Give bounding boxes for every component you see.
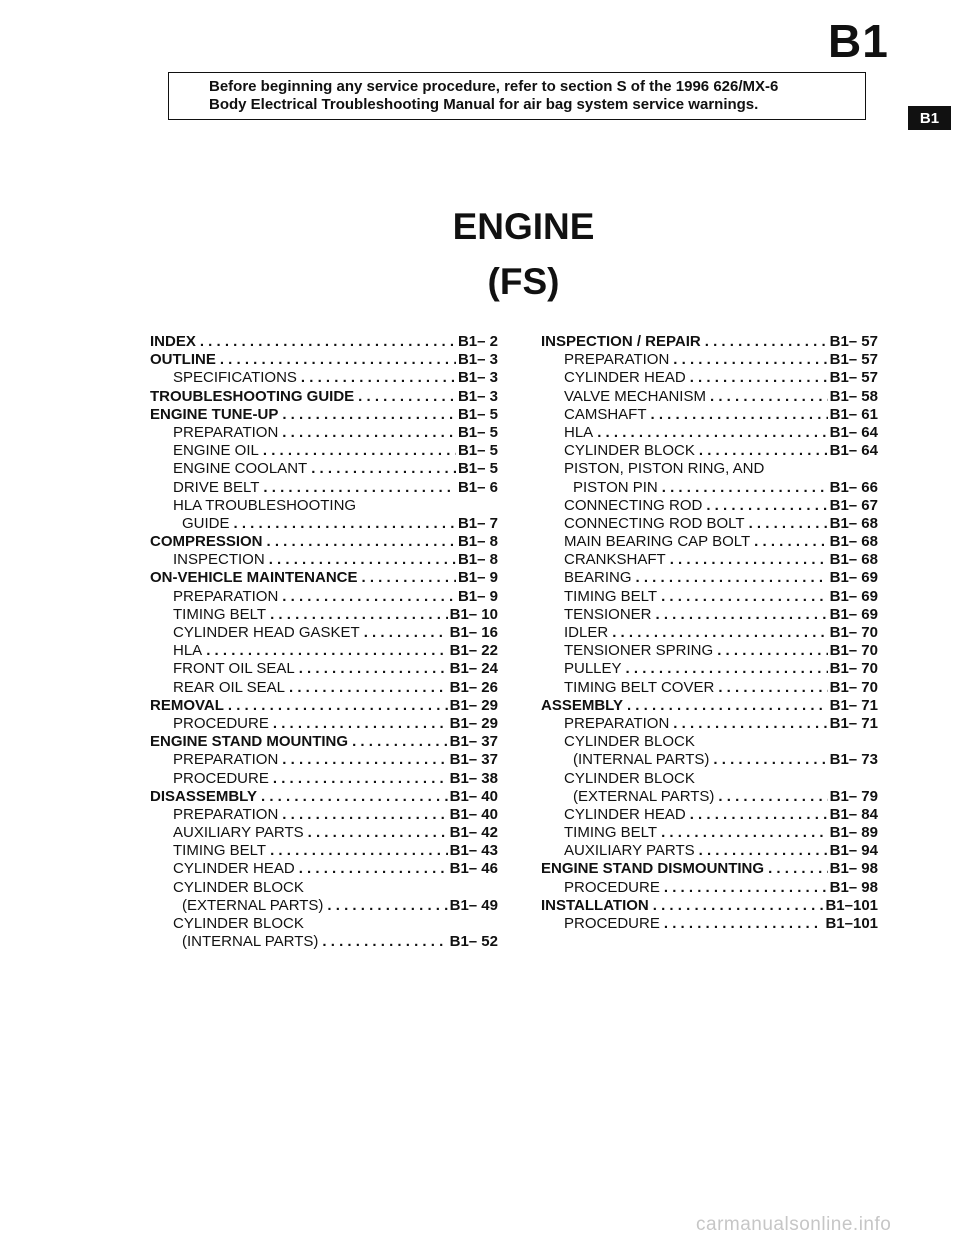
toc-entry-label: CAMSHAFT — [564, 405, 647, 423]
toc-dot-leader — [289, 679, 448, 697]
toc-dot-leader — [282, 424, 456, 442]
toc-entry-label: INDEX — [150, 333, 196, 350]
toc-entry-label: HLA TROUBLESHOOTING — [173, 496, 357, 514]
toc-right-column — [541, 333, 878, 933]
toc-dot-leader — [364, 624, 448, 642]
section-side-tab[interactable]: B1 — [908, 106, 951, 130]
toc-entry-label: TIMING BELT COVER — [564, 678, 715, 696]
toc-entry[interactable] — [150, 406, 498, 424]
toc-entry-page: B1– 26 — [449, 678, 498, 696]
toc-entry-label: HLA — [564, 423, 594, 441]
toc-dot-leader — [699, 842, 828, 860]
toc-entry-label: ENGINE STAND MOUNTING — [150, 733, 349, 751]
toc-dot-leader — [653, 897, 824, 915]
toc-entry-label: AUXILIARY PARTS — [173, 824, 304, 842]
toc-entry-page: B1– 43 — [449, 842, 498, 860]
toc-entry-label: PREPARATION — [173, 423, 279, 441]
toc-entry-label: GUIDE — [182, 514, 230, 532]
toc-entry[interactable] — [150, 770, 498, 788]
toc-entry[interactable] — [541, 788, 878, 806]
toc-dot-leader — [768, 860, 828, 878]
toc-entry-page: B1– 67 — [829, 496, 878, 514]
toc-dot-leader — [626, 660, 828, 678]
toc-dot-leader — [308, 824, 448, 842]
toc-entry-label: OUTLINE — [150, 351, 216, 369]
toc-entry-page: B1– 40 — [449, 805, 498, 823]
toc-dot-leader — [200, 333, 456, 351]
toc-entry-label: FRONT OIL SEAL — [173, 660, 295, 678]
toc-dot-leader — [664, 879, 828, 897]
toc-entry[interactable] — [150, 788, 498, 806]
toc-entry-page: B1– 69 — [829, 587, 878, 605]
toc-dot-leader — [656, 606, 828, 624]
toc-entry-label: TIMING BELT — [564, 587, 658, 605]
toc-entry-label: TIMING BELT — [173, 842, 267, 860]
toc-entry-page: B1– 57 — [829, 351, 878, 369]
toc-entry[interactable] — [541, 915, 878, 933]
toc-entry[interactable] — [541, 588, 878, 606]
toc-entry-page: B1– 98 — [829, 878, 878, 896]
toc-entry-label: CRANKSHAFT — [564, 551, 666, 569]
toc-entry-label: BEARING — [564, 569, 632, 587]
toc-entry-label: PREPARATION — [173, 751, 279, 769]
toc-entry-page: B1– 5 — [457, 460, 498, 478]
toc-entry-page: B1– 8 — [457, 533, 498, 551]
toc-entry[interactable] — [150, 824, 498, 842]
toc-entry-label: (EXTERNAL PARTS) — [182, 896, 324, 914]
toc-entry-label: PROCEDURE — [173, 769, 269, 787]
toc-entry[interactable] — [541, 624, 878, 642]
toc-entry[interactable] — [150, 551, 498, 569]
toc-entry[interactable] — [541, 551, 878, 569]
toc-entry-label: PREPARATION — [173, 587, 279, 605]
toc-dot-leader — [299, 660, 448, 678]
toc-entry[interactable] — [541, 642, 878, 660]
toc-dot-leader — [206, 642, 447, 660]
toc-entry-label: PULLEY — [564, 660, 622, 678]
toc-entry-label: TENSIONER SPRING — [564, 642, 714, 660]
toc-entry-label: ENGINE OIL — [173, 442, 259, 460]
toc-entry-page: B1– 52 — [449, 933, 498, 951]
toc-entry[interactable] — [541, 660, 878, 678]
toc-entry-page: B1– 38 — [449, 769, 498, 787]
toc-entry[interactable] — [150, 660, 498, 678]
toc-entry-page: B1– 37 — [449, 751, 498, 769]
toc-entry-label: DISASSEMBLY — [150, 787, 257, 805]
toc-entry-label: REAR OIL SEAL — [173, 678, 285, 696]
warning-line-1: Before beginning any service procedure, refer to section S of the 1996 626/MX-6 — [209, 78, 779, 95]
toc-entry-label: AUXILIARY PARTS — [564, 842, 695, 860]
toc-entry-page: B1– 3 — [457, 369, 498, 387]
toc-dot-leader — [636, 569, 828, 587]
toc-entry[interactable] — [541, 715, 878, 733]
toc-entry[interactable] — [150, 479, 498, 497]
toc-dot-leader — [627, 697, 828, 715]
toc-entry-label: PREPARATION — [564, 351, 670, 369]
toc-entry — [150, 497, 498, 515]
toc-entry[interactable] — [541, 406, 878, 424]
toc-dot-leader — [690, 806, 828, 824]
toc-entry-page: B1– 64 — [829, 423, 878, 441]
toc-entry-label: CYLINDER HEAD — [564, 805, 686, 823]
toc-entry-page: B1– 68 — [829, 551, 878, 569]
toc-entry-label: VALVE MECHANISM — [564, 387, 706, 405]
toc-entry[interactable] — [150, 933, 498, 951]
toc-entry-page: B1– 69 — [829, 605, 878, 623]
toc-dot-leader — [664, 915, 824, 933]
toc-entry-label: PISTON, PISTON RING, AND — [564, 460, 765, 478]
toc-entry[interactable] — [541, 497, 878, 515]
toc-entry-label: (EXTERNAL PARTS) — [573, 787, 715, 805]
toc-dot-leader — [651, 406, 828, 424]
toc-entry[interactable] — [150, 751, 498, 769]
toc-entry-page: B1– 69 — [829, 569, 878, 587]
toc-dot-leader — [263, 442, 456, 460]
toc-entry-page: B1–101 — [825, 896, 878, 914]
toc-entry-page: B1– 89 — [829, 824, 878, 842]
toc-entry[interactable] — [541, 806, 878, 824]
toc-dot-leader — [718, 679, 827, 697]
toc-entry[interactable] — [541, 533, 878, 551]
toc-entry-page: B1– 66 — [829, 478, 878, 496]
toc-entry-page: B1– 10 — [449, 605, 498, 623]
toc-entry-page: B1– 61 — [829, 405, 878, 423]
toc-entry-page: B1– 70 — [829, 660, 878, 678]
toc-left-column — [150, 333, 498, 951]
toc-entry-label: PISTON PIN — [573, 478, 658, 496]
toc-dot-leader — [661, 824, 828, 842]
toc-entry[interactable] — [150, 369, 498, 387]
toc-dot-leader — [228, 697, 448, 715]
toc-entry-page: B1– 5 — [457, 405, 498, 423]
toc-entry[interactable] — [150, 806, 498, 824]
toc-entry-page: B1–101 — [825, 915, 878, 932]
page-subtitle: (FS) — [487, 261, 560, 302]
toc-entry-label: INSPECTION — [173, 551, 265, 569]
toc-dot-leader — [261, 788, 448, 806]
toc-entry[interactable] — [541, 424, 878, 442]
toc-entry[interactable] — [541, 442, 878, 460]
toc-dot-leader — [362, 569, 456, 587]
toc-entry-label: REMOVAL — [150, 696, 224, 714]
toc-entry-label: INSTALLATION — [541, 896, 649, 914]
toc-entry — [541, 770, 878, 788]
toc-dot-leader — [267, 533, 456, 551]
toc-entry-page: B1– 46 — [449, 860, 498, 878]
toc-entry-page: B1– 57 — [829, 333, 878, 350]
toc-dot-leader — [612, 624, 827, 642]
toc-dot-leader — [299, 860, 448, 878]
toc-entry — [150, 915, 498, 933]
toc-dot-leader — [282, 406, 456, 424]
toc-entry[interactable] — [150, 569, 498, 587]
toc-dot-leader — [673, 351, 827, 369]
toc-entry-label: ENGINE COOLANT — [173, 460, 308, 478]
toc-entry[interactable] — [150, 642, 498, 660]
toc-entry-label: CYLINDER BLOCK — [564, 442, 695, 460]
toc-entry[interactable] — [541, 842, 878, 860]
warning-line-2: Body Electrical Troubleshooting Manual for air bag system service warnings. — [209, 96, 759, 113]
toc-entry[interactable] — [150, 424, 498, 442]
toc-entry-page: B1– 84 — [829, 805, 878, 823]
warning-box — [168, 72, 866, 120]
toc-entry-page: B1– 37 — [449, 733, 498, 751]
toc-entry-label: ENGINE TUNE-UP — [150, 405, 279, 423]
toc-dot-leader — [273, 715, 448, 733]
toc-entry[interactable] — [541, 751, 878, 769]
toc-entry[interactable] — [541, 569, 878, 587]
toc-entry[interactable] — [150, 588, 498, 606]
toc-dot-leader — [358, 388, 456, 406]
toc-dot-leader — [670, 551, 828, 569]
toc-entry-page: B1– 40 — [449, 787, 498, 805]
toc-entry-page: B1– 68 — [829, 514, 878, 532]
toc-entry-label: TENSIONER — [564, 605, 652, 623]
toc-entry[interactable] — [150, 715, 498, 733]
toc-entry[interactable] — [541, 897, 878, 915]
toc-dot-leader — [690, 369, 828, 387]
toc-entry-label: CONNECTING ROD BOLT — [564, 514, 745, 532]
toc-entry-page: B1– 5 — [457, 442, 498, 460]
toc-entry[interactable] — [150, 515, 498, 533]
toc-dot-leader — [710, 388, 828, 406]
toc-entry-page: B1– 70 — [829, 642, 878, 660]
toc-entry-label: MAIN BEARING CAP BOLT — [564, 533, 751, 551]
toc-entry-page: B1– 3 — [457, 387, 498, 405]
toc-entry[interactable] — [541, 879, 878, 897]
toc-entry-page: B1– 22 — [449, 642, 498, 660]
toc-dot-leader — [352, 733, 448, 751]
toc-entry-page: B1– 8 — [457, 551, 498, 569]
toc-dot-leader — [673, 715, 827, 733]
toc-entry[interactable] — [541, 606, 878, 624]
page-title: ENGINE — [452, 206, 595, 247]
toc-entry-label: CYLINDER BLOCK — [173, 878, 304, 896]
toc-entry-label: CYLINDER HEAD — [564, 369, 686, 387]
toc-entry-page: B1– 24 — [449, 660, 498, 678]
toc-entry-label: SPECIFICATIONS — [173, 369, 297, 387]
toc-entry[interactable] — [150, 606, 498, 624]
section-code: B1 — [828, 15, 889, 67]
toc-entry[interactable] — [150, 897, 498, 915]
toc-dot-leader — [718, 788, 827, 806]
toc-dot-leader — [717, 642, 827, 660]
toc-entry[interactable] — [150, 842, 498, 860]
toc-entry[interactable] — [150, 442, 498, 460]
toc-entry-label: CYLINDER HEAD — [173, 860, 295, 878]
toc-entry-page: B1– 71 — [829, 696, 878, 714]
toc-entry-label: TIMING BELT — [173, 605, 267, 623]
toc-entry-label: ASSEMBLY — [541, 696, 623, 714]
toc-entry-page: B1– 64 — [829, 442, 878, 460]
toc-entry-page: B1– 73 — [829, 751, 878, 769]
toc-entry[interactable] — [541, 351, 878, 369]
toc-entry-label: ON-VEHICLE MAINTENANCE — [150, 569, 358, 587]
toc-entry-page: B1– 98 — [829, 860, 878, 878]
toc-entry-label: PROCEDURE — [173, 714, 269, 732]
toc-entry-page: B1– 3 — [457, 351, 498, 369]
toc-entry-label: HLA — [173, 642, 203, 660]
toc-entry-page: B1– 9 — [457, 569, 498, 587]
toc-dot-leader — [220, 351, 456, 369]
toc-entry[interactable] — [541, 824, 878, 842]
toc-entry[interactable] — [541, 860, 878, 878]
toc-entry[interactable] — [150, 860, 498, 878]
toc-dot-leader — [270, 606, 448, 624]
toc-entry — [541, 733, 878, 751]
toc-entry-label: PREPARATION — [173, 805, 279, 823]
toc-entry-label: PREPARATION — [564, 714, 670, 732]
toc-dot-leader — [327, 897, 447, 915]
toc-entry[interactable] — [541, 697, 878, 715]
toc-entry[interactable] — [541, 369, 878, 387]
toc-entry[interactable] — [541, 515, 878, 533]
toc-entry-label: (INTERNAL PARTS) — [182, 933, 319, 951]
toc-entry-label: CYLINDER BLOCK — [173, 915, 304, 932]
toc-dot-leader — [301, 369, 456, 387]
toc-entry[interactable] — [150, 388, 498, 406]
toc-dot-leader — [661, 588, 828, 606]
toc-entry-page: B1– 29 — [449, 696, 498, 714]
toc-entry-page: B1– 6 — [457, 478, 498, 496]
toc-entry-page: B1– 70 — [829, 678, 878, 696]
toc-entry[interactable] — [541, 388, 878, 406]
toc-dot-leader — [749, 515, 828, 533]
toc-entry[interactable] — [150, 733, 498, 751]
toc-dot-leader — [597, 424, 827, 442]
toc-dot-leader — [282, 751, 447, 769]
toc-entry-page: B1– 16 — [449, 624, 498, 641]
toc-entry[interactable] — [150, 533, 498, 551]
toc-entry-page: B1– 68 — [829, 533, 878, 551]
toc-dot-leader — [270, 842, 448, 860]
toc-entry-page: B1– 2 — [457, 333, 498, 350]
toc-entry-page: B1– 58 — [829, 387, 878, 405]
toc-dot-leader — [269, 551, 456, 569]
toc-dot-leader — [234, 515, 456, 533]
toc-entry — [541, 460, 878, 478]
toc-dot-leader — [263, 479, 456, 497]
toc-entry-page: B1– 70 — [829, 624, 878, 641]
toc-entry-page: B1– 71 — [829, 714, 878, 732]
toc-entry-page: B1– 94 — [829, 842, 878, 860]
toc-entry-label: (INTERNAL PARTS) — [573, 751, 710, 769]
toc-dot-leader — [282, 588, 456, 606]
toc-entry[interactable] — [150, 460, 498, 478]
toc-entry-label: ENGINE STAND DISMOUNTING — [541, 860, 765, 878]
toc-entry-label: TROUBLESHOOTING GUIDE — [150, 387, 355, 405]
toc-entry[interactable] — [150, 351, 498, 369]
toc-entry-label: PROCEDURE — [564, 878, 660, 896]
toc-entry-page: B1– 42 — [449, 824, 498, 842]
toc-entry-page: B1– 5 — [457, 423, 498, 441]
toc-entry[interactable] — [541, 333, 878, 351]
toc-entry-label: CYLINDER BLOCK — [564, 733, 695, 751]
toc-entry-label: COMPRESSION — [150, 533, 263, 551]
toc-entry-label: DRIVE BELT — [173, 478, 260, 496]
toc-entry[interactable] — [150, 697, 498, 715]
toc-entry-page: B1– 79 — [829, 787, 878, 805]
toc-dot-leader — [699, 442, 828, 460]
toc-dot-leader — [705, 333, 828, 351]
toc-entry-page: B1– 7 — [457, 514, 498, 532]
toc-dot-leader — [713, 751, 827, 769]
toc-entry-page: B1– 29 — [449, 714, 498, 732]
toc-entry-label: CONNECTING ROD — [564, 496, 703, 514]
toc-entry-page: B1– 57 — [829, 369, 878, 387]
toc-entry-label: PROCEDURE — [564, 915, 660, 932]
toc-entry-label: CYLINDER BLOCK — [564, 769, 695, 787]
toc-dot-leader — [311, 460, 456, 478]
toc-entry-page: B1– 49 — [449, 896, 498, 914]
toc-entry-label: CYLINDER HEAD GASKET — [173, 624, 360, 641]
toc-dot-leader — [754, 533, 827, 551]
watermark: carmanualsonline.info — [696, 1214, 892, 1235]
toc-entry[interactable] — [150, 333, 498, 351]
toc-entry-page: B1– 9 — [457, 587, 498, 605]
toc-entry[interactable] — [541, 479, 878, 497]
toc-dot-leader — [273, 770, 448, 788]
toc-entry[interactable] — [541, 679, 878, 697]
toc-dot-leader — [322, 933, 447, 951]
toc-entry-label: INSPECTION / REPAIR — [541, 333, 701, 350]
toc-entry-label: IDLER — [564, 624, 609, 641]
toc-dot-leader — [706, 497, 827, 515]
toc-entry[interactable] — [150, 624, 498, 642]
toc-entry-label: TIMING BELT — [564, 824, 658, 842]
toc-dot-leader — [282, 806, 447, 824]
toc-entry — [150, 879, 498, 897]
toc-dot-leader — [662, 479, 828, 497]
toc-entry[interactable] — [150, 679, 498, 697]
